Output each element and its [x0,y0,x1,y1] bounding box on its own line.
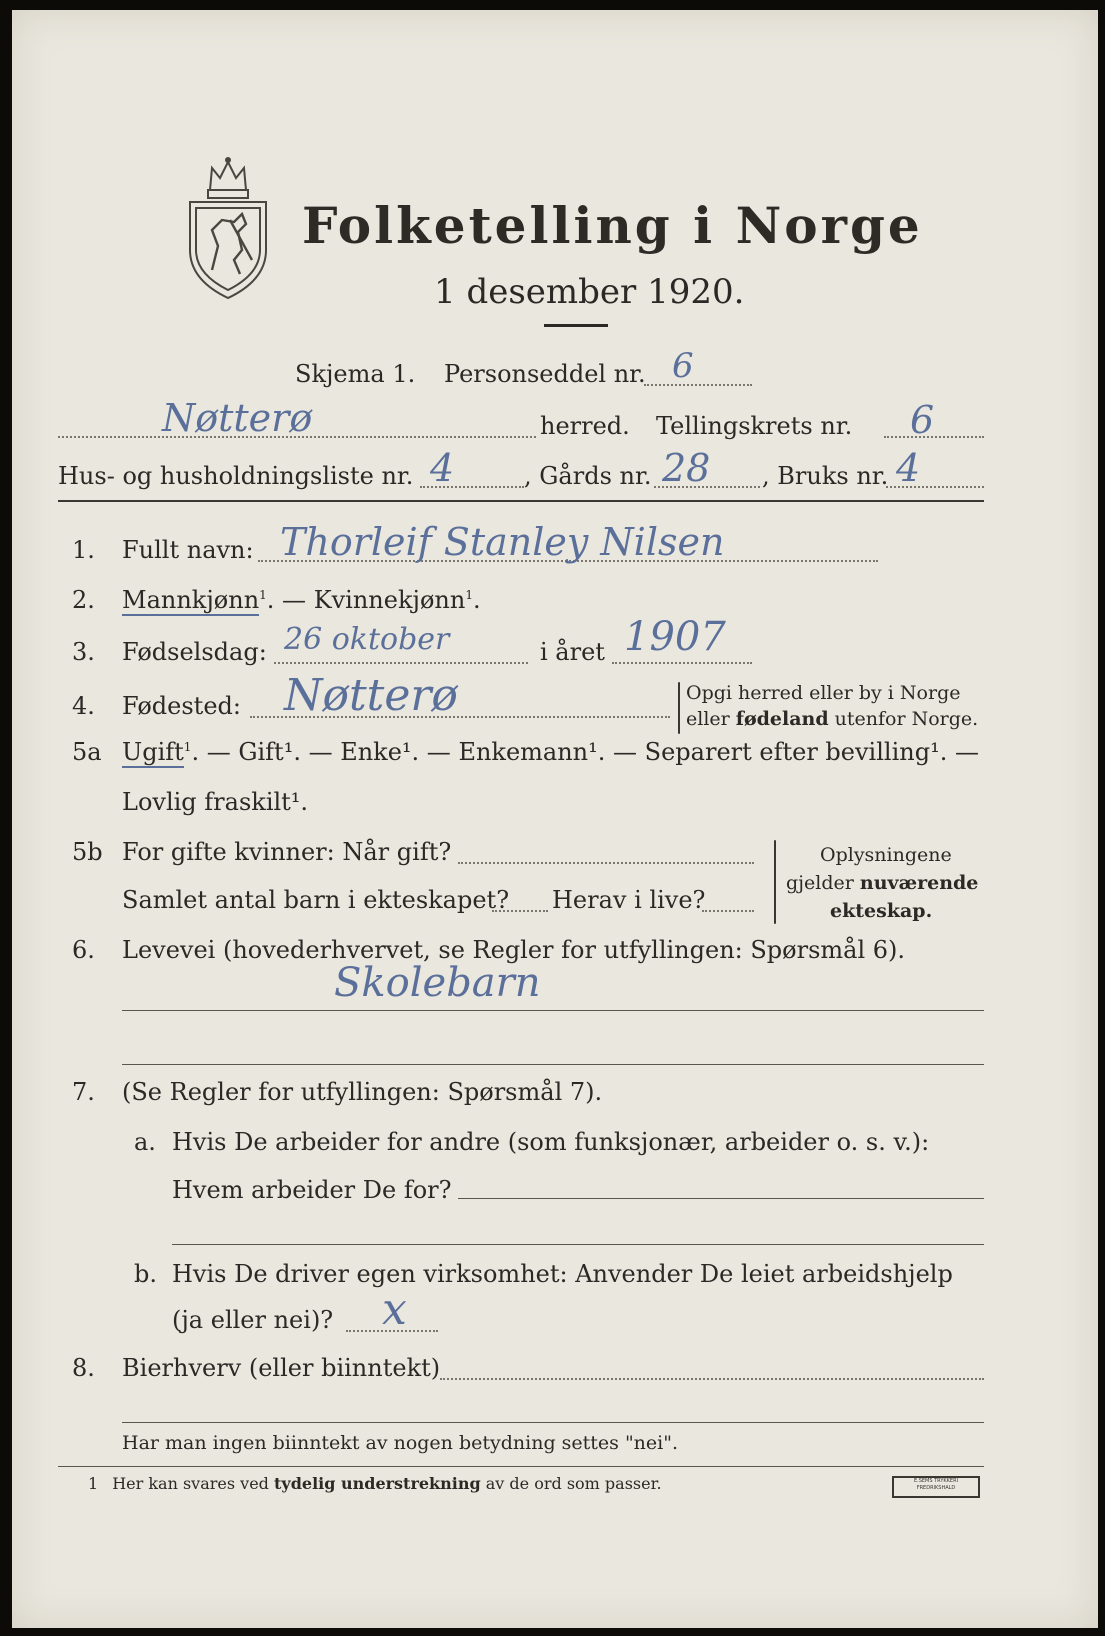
sex-separator: . — [266,586,314,614]
year-value: 1907 [624,614,726,660]
personseddel-field[interactable] [644,384,752,386]
birthday-field[interactable] [274,662,528,664]
children-alive-field[interactable] [702,910,754,912]
q8-number: 8. [72,1354,95,1382]
occupation-line-2[interactable] [122,1064,984,1065]
children-total-label: Samlet antal barn i ekteskapet? [122,886,510,914]
birthplace-note-line1: Opgi herred eller by i Norge [686,682,961,704]
occupation-value: Skolebarn [334,960,541,1006]
q5b-number: 5b [72,838,103,866]
q7a-text: Hvis De arbeider for andre (som funksjonær, arbeider o. s. v.): [172,1128,930,1156]
bruks-value: 4 [896,446,921,490]
tellingskrets-value: 6 [910,398,935,442]
marriage-note-line1: Oplysningene [820,844,952,866]
marriage-note-line2: gjelder nuværende [786,872,979,894]
q7b-letter: b. [134,1260,157,1288]
marital-status-options: Ugift$^1$. — Gift¹. — Enke¹. — Enkemann¹. — Separert efter bevilling¹. — [122,738,979,766]
personseddel-value: 6 [672,346,694,386]
occupation-label: Levevei (hovederhvervet, se Regler for utfyllingen: Spørsmål 6). [122,936,906,964]
herred-value: Nøtterø [162,396,313,440]
full-name-value: Thorleif Stanley Nilsen [280,520,725,564]
nei-note: Har man ingen biinntekt av nogen betydning settes "nei". [122,1432,679,1454]
form-title: Folketelling i Norge [302,196,923,255]
header-divider [58,500,984,502]
tellingskrets-label: Tellingskrets nr. [656,412,853,440]
side-income-line-2[interactable] [122,1422,984,1423]
q5a-number: 5a [72,738,102,766]
norwegian-coat-of-arms-icon [182,150,274,300]
q7-label: (Se Regler for utfyllingen: Spørsmål 7). [122,1078,603,1106]
other-marital-options[interactable]: . — Gift¹. — Enke¹. — Enkemann¹. — Separert efter bevilling¹. — [191,738,979,766]
birthplace-note-brace [678,682,680,734]
divorced-option[interactable]: Lovlig fraskilt¹. [122,788,309,816]
marriage-note-line3: ekteskap. [830,900,933,922]
hired-help-value: x [382,1284,407,1335]
male-option[interactable]: Mannkjønn [122,586,260,614]
female-option[interactable]: Kvinnekjønn [313,586,466,614]
gards-label: , Gårds nr. [524,462,652,490]
hired-help-label: (ja eller nei)? [172,1306,334,1334]
printer-stamp: E.SEMS TRYKKERI FREDRIKSHALD [892,1476,980,1498]
sex-end: . [472,586,481,614]
employer-line-2[interactable] [172,1244,984,1245]
employer-label: Hvem arbeider De for? [172,1176,452,1204]
skjema-label: Skjema 1. [295,360,416,388]
footnote: 1 Her kan svares ved tydelig understrekning av de ord som passer. [88,1474,662,1493]
gards-value: 28 [662,446,711,490]
q7a-letter: a. [134,1128,156,1156]
census-form-sheet [12,10,1098,1628]
birthday-label: Fødselsdag: [122,638,267,666]
q1-number: 1. [72,536,95,564]
title-divider [544,324,608,327]
herred-label: herred. [540,412,630,440]
employer-field[interactable] [458,1198,984,1199]
sex-options: Mannkjønn$^1$. — Kvinnekjønn$^1$. [122,586,481,614]
children-alive-label: Herav i live? [552,886,706,914]
q4-number: 4. [72,692,95,720]
husliste-label: Hus- og husholdningsliste nr. [58,462,414,490]
children-total-field[interactable] [492,910,548,912]
q7-number: 7. [72,1078,95,1106]
marriage-note-brace [774,840,776,924]
birthplace-note-line2: eller fødeland utenfor Norge. [686,708,979,730]
occupation-line-1[interactable] [122,1010,984,1011]
side-income-label: Bierhverv (eller biinntekt) [122,1354,441,1382]
year-label: i året [540,638,605,666]
year-field[interactable] [612,662,752,664]
q3-number: 3. [72,638,95,666]
when-married-field[interactable] [458,862,754,864]
side-income-field[interactable] [440,1378,984,1380]
footnote-mark: 1 [88,1474,99,1493]
when-married-label: For gifte kvinner: Når gift? [122,838,452,866]
personseddel-label: Personseddel nr. [444,360,646,388]
bruks-label: , Bruks nr. [762,462,889,490]
husliste-value: 4 [430,446,455,490]
footnote-divider [58,1466,984,1467]
q7b-text: Hvis De driver egen virksomhet: Anvender De leiet arbeidshjelp [172,1260,953,1288]
unmarried-option[interactable]: Ugift [122,738,184,766]
birthplace-label: Fødested: [122,692,241,720]
birthday-value: 26 oktober [284,622,450,657]
q2-number: 2. [72,586,95,614]
census-date: 1 desember 1920. [434,272,745,312]
q6-number: 6. [72,936,95,964]
full-name-label: Fullt navn: [122,536,254,564]
birthplace-value: Nøtterø [284,670,458,721]
